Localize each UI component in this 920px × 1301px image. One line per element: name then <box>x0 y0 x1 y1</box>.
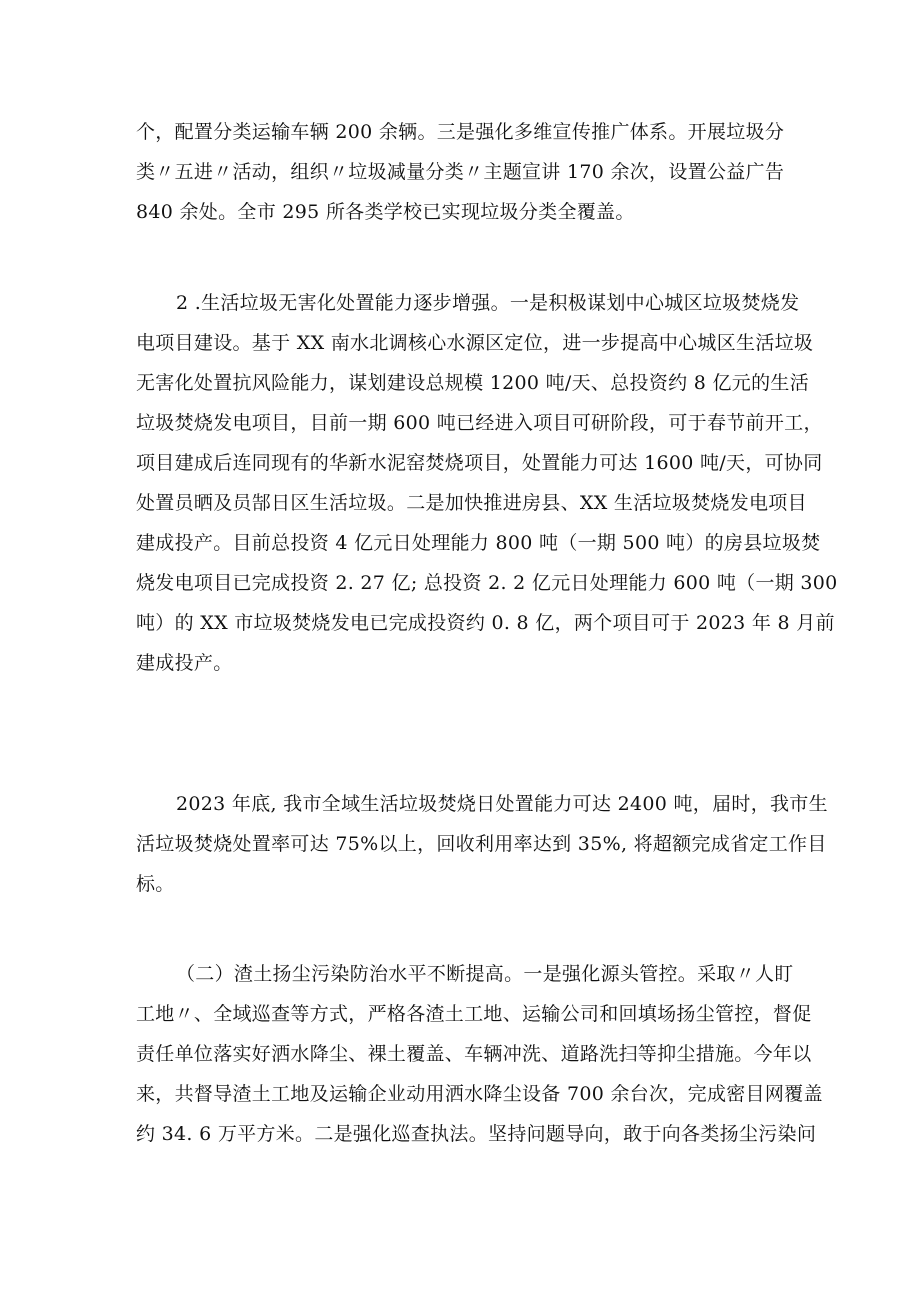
text-line: 项目建成后连同现有的华新水泥窑焚烧项目，处置能力可达 1600 吨/天，可协同 <box>136 452 823 474</box>
text-line: 840 余处。全市 295 所各类学校已实现垃圾分类全覆盖。 <box>136 201 635 223</box>
text-line: 约 34. 6 万平方米。二是强化巡查执法。坚持问题导向，敢于向各类扬尘污染问 <box>136 1123 817 1145</box>
text-line: 责任单位落实好洒水降尘、裸土覆盖、车辆冲洗、道路洗扫等抑尘措施。今年以 <box>136 1043 812 1065</box>
text-line: 活垃圾焚烧处置率可达 75%以上，回收利用率达到 35%, 将超额完成省定工作目 <box>136 833 827 855</box>
text-line: 2 .生活垃圾无害化处置能力逐步增强。一是积极谋划中心城区垃圾焚烧发 <box>176 292 800 314</box>
paragraph-waste-sorting <box>136 112 796 232</box>
text-line: 无害化处置抗风险能力，谋划建设总规模 1200 吨/天、总投资约 8 亿元的生活 <box>136 372 810 394</box>
text-line: 2023 年底, 我市全域生活垃圾焚烧日处置能力可达 2400 吨，届时，我市生 <box>176 793 828 815</box>
text-line: 处置员晒及员郜日区生活垃圾。二是加快推进房县、XX 生活垃圾焚烧发电项目 <box>136 492 807 514</box>
text-line: 个，配置分类运输车辆 200 余辆。三是强化多维宣传推广体系。开展垃圾分 <box>136 121 785 143</box>
paragraph-2023-capacity <box>136 784 828 904</box>
text-line: 建成投产。目前总投资 4 亿元日处理能力 800 吨（一期 500 吨）的房县垃圾焚 <box>136 532 821 554</box>
text-line: （二）渣土扬尘污染防治水平不断提高。一是强化源头管控。采取〃人盯 <box>176 963 794 985</box>
text-line: 烧发电项目已完成投资 2. 27 亿; 总投资 2. 2 亿元日处理能力 600 吨（一期 300 <box>136 572 838 594</box>
text-line: 建成投产。 <box>136 652 233 674</box>
text-line: 电项目建设。基于 XX 南水北调核心水源区定位，进一步提高中心城区生活垃圾 <box>136 332 814 354</box>
text-line: 类〃五进〃活动，组织〃垃圾减量分类〃主题宣讲 170 余次，设置公益广告 <box>136 161 785 183</box>
text-line: 工地〃、全域巡查等方式，严格各渣土工地、运输公司和回填场扬尘管控，督促 <box>136 1003 812 1025</box>
text-line: 标。 <box>136 873 175 895</box>
paragraph-dust-pollution <box>136 954 823 1154</box>
text-line: 垃圾焚烧发电项目，目前一期 600 吨已经进入项目可研阶段，可于春节前开工， <box>136 412 823 434</box>
text-line: 来，共督导渣土工地及运输企业动用洒水降尘设备 700 余台次，完成密目网覆盖 <box>136 1083 823 1105</box>
paragraph-harmless-disposal <box>136 283 838 683</box>
text-line: 吨）的 XX 市垃圾焚烧发电已完成投资约 0. 8 亿，两个项目可于 2023 年 8 月前 <box>136 612 835 634</box>
